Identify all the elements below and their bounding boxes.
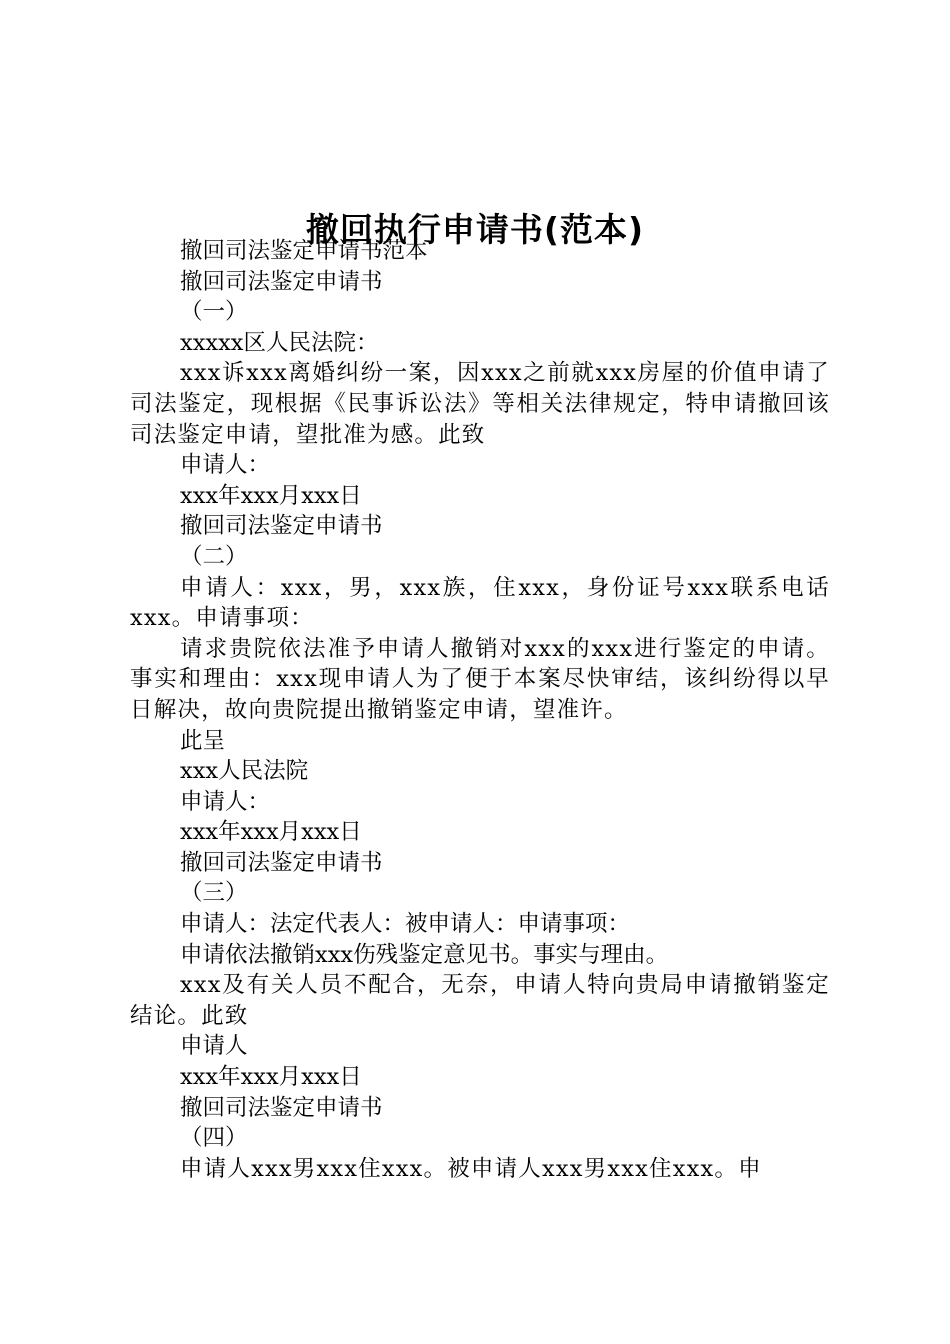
- paragraph-section-title: 撤回司法鉴定申请书: [180, 268, 383, 295]
- paragraph-section-title: 撤回司法鉴定申请书: [180, 849, 383, 876]
- paragraph-date: xxx年xxx月xxx日: [180, 819, 362, 846]
- paragraph-date: xxx年xxx月xxx日: [180, 482, 362, 509]
- document-title: 撤回执行申请书(范本): [305, 210, 645, 250]
- paragraph-section-title: 撤回司法鉴定申请书: [180, 1094, 383, 1121]
- paragraph-section-number: （二）: [180, 543, 248, 570]
- paragraph-applicant: 申请人: [180, 1033, 248, 1060]
- paragraph-date: xxx年xxx月xxx日: [180, 1064, 362, 1091]
- paragraph-addressee: xxx人民法院: [180, 758, 309, 785]
- paragraph-body: xxx及有关人员不配合，无奈，申请人特向贵局申请撤销鉴定结论。此致: [130, 972, 830, 1029]
- paragraph-heading: 撤回司法鉴定申请书范本: [180, 238, 428, 264]
- paragraph-section-number: （一）: [180, 299, 248, 326]
- paragraph-section-number: （三）: [180, 880, 248, 907]
- paragraph-body: xxx诉xxx离婚纠纷一案，因xxx之前就xxx房屋的价值申请了司法鉴定，现根据《民事诉讼法》等相关法律规定，特申请撤回该司法鉴定申请，望批准为感。此致: [130, 360, 830, 448]
- paragraph-applicant: 申请人：: [180, 788, 271, 815]
- paragraph-body: 申请依法撤销xxx伤残鉴定意见书。事实与理由。: [180, 941, 669, 968]
- document-body: [130, 236, 830, 1184]
- paragraph-body: 请求贵院依法准予申请人撤销对xxx的xxx进行鉴定的申请。事实和理由：xxx现申请人为了便于本案尽快审结，该纠纷得以早日解决，故向贵院提出撤销鉴定申请，望准许。: [130, 635, 830, 723]
- paragraph-applicant: 申请人：: [180, 452, 271, 479]
- paragraph-body: 申请人：法定代表人：被申请人：申请事项：: [180, 911, 631, 938]
- paragraph-body: 申请人xxx男xxx住xxx。被申请人xxx男xxx住xxx。申: [180, 1155, 762, 1182]
- paragraph-body: 申请人：xxx，男，xxx族，住xxx，身份证号xxx联系电话xxx。申请事项：: [130, 574, 830, 632]
- paragraph-section-title: 撤回司法鉴定申请书: [180, 513, 383, 540]
- paragraph-closing: 此呈: [180, 727, 226, 754]
- paragraph-section-number: （四）: [180, 1125, 248, 1152]
- paragraph-addressee: xxxxx区人民法院：: [180, 329, 379, 356]
